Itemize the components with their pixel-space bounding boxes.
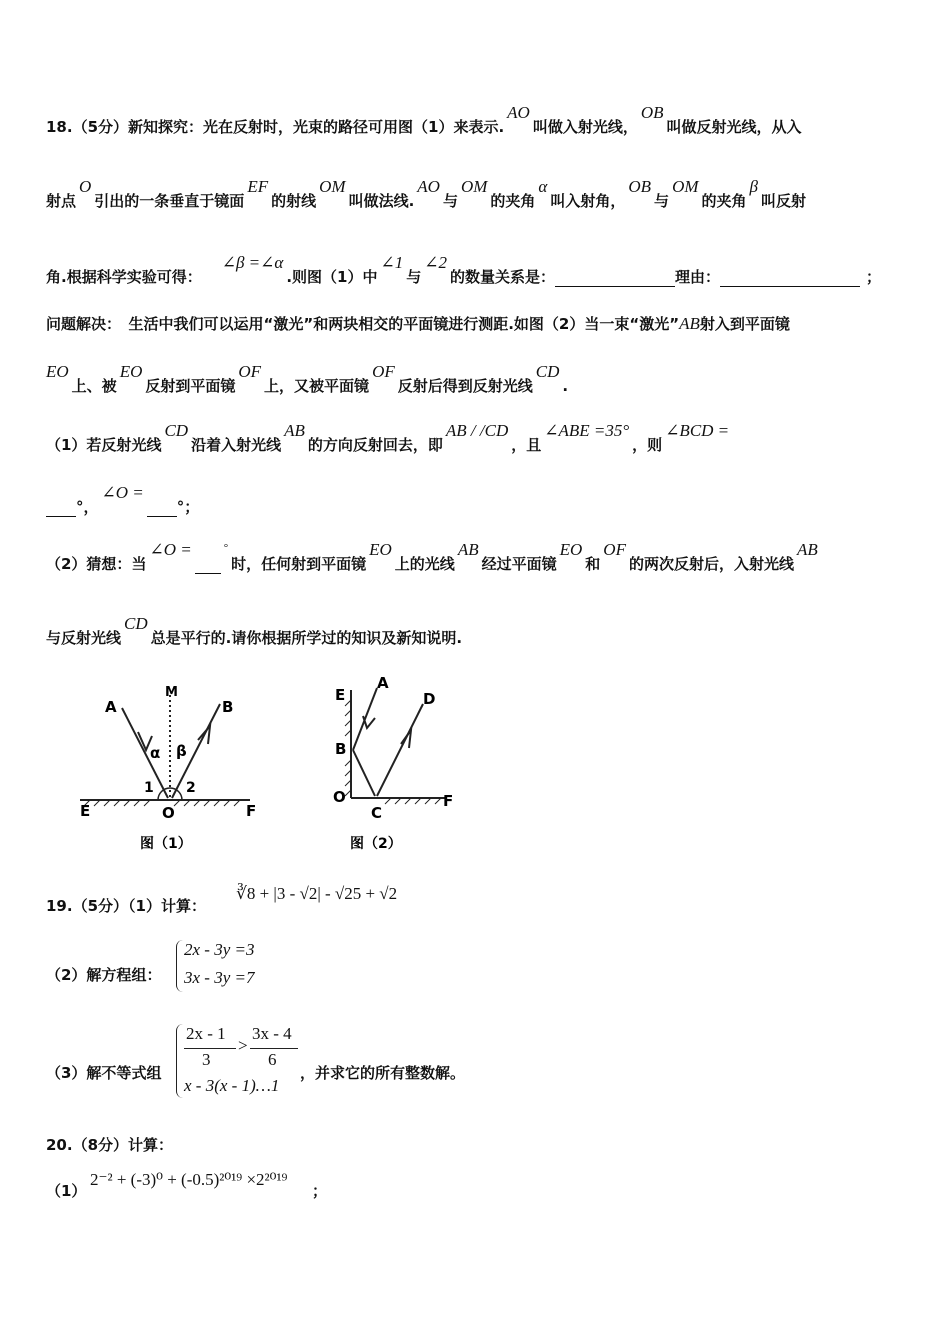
math-EF: EF [247,177,269,196]
fraction-bar [184,1048,236,1049]
q18-part-1-answers [46,483,910,517]
q20-end [312,1180,910,1201]
math-angle-1: ∠1 [380,253,404,272]
math-OM: OM [672,177,699,196]
answer-blank[interactable] [720,272,860,287]
answer-blank-bcd[interactable] [46,502,76,517]
label-alpha: α [150,744,161,762]
ineq-1-left-den: 3 [202,1050,211,1069]
text: 与反射光线 [46,629,122,647]
label-A: A [105,698,117,716]
math-beta-eq-alpha: ∠β =∠α [221,253,284,272]
label-1: 1 [144,780,154,796]
degree-sign: ° [223,542,229,554]
math-EO: EO [119,362,143,381]
math-CD: CD [164,421,189,440]
text: .则图（1）中 [286,268,378,286]
text: 总是平行的.请你根据所学过的知识及新知说明. [150,629,463,647]
q19-line-3b [300,1062,910,1083]
label-E: E [335,686,346,704]
text: 的夹角 [701,192,747,210]
figure-2 [325,670,485,860]
angle-arc [158,788,182,800]
label-2: 2 [186,780,196,796]
text: 19.（5分）（1）计算： [46,897,206,915]
text: 叫做入射光线， [532,118,638,136]
ineq-gt: > [238,1036,248,1055]
q20-line-1 [46,1134,910,1155]
text: （1）若反射光线 [46,436,162,454]
math-OM: OM [319,177,346,196]
math-AO: AO [507,103,530,122]
text: 的数量关系是： [449,268,555,286]
text: 引出的一条垂直于镜面 [94,192,245,210]
ineq-1-right-den: 6 [268,1050,277,1069]
q18-part-2-cont [46,614,910,648]
text: 问题解决： 生活中我们可以运用“激光”和两块相交的平面镜进行测距.如图（2）当一束“激光” [46,315,680,333]
q18-part-2 [46,540,910,574]
math-EO: EO [369,540,392,559]
text: 时，任何射到平面镜 [231,555,367,573]
text: 上，又被平面镜 [264,377,370,395]
math-EO: EO [46,362,69,381]
answer-blank[interactable] [555,272,675,287]
math-CD: CD [535,362,560,381]
label-O: O [333,788,346,806]
ineq-1-left-num: 2x - 1 [186,1024,226,1043]
label-D: D [423,690,436,708]
math-OB: OB [640,103,664,122]
text: ，且 [511,436,542,454]
text: . [562,377,569,395]
label-F: F [443,792,454,810]
text: 沿着入射光线 [191,436,282,454]
text: 叫做反射光线，从入 [666,118,802,136]
math-angle-O: ∠O = [101,483,144,502]
text: （2）猜想：当 [46,555,147,573]
q18-line-5 [46,362,910,396]
math-angle-BCD: ∠BCD = [665,421,730,440]
text: 与 [442,192,458,210]
text: 射点 [46,192,77,210]
system-brace [176,940,183,992]
text: 18.（5分）新知探究：光在反射时，光束的路径可用图（1）来表示. [46,118,505,136]
q18-line-3 [46,253,910,287]
label-B: B [335,740,347,758]
text: 反射到平面镜 [145,377,236,395]
text: 与 [406,268,422,286]
ray-BC [353,750,375,796]
answer-blank-o[interactable] [147,502,177,517]
math-AB: AB [796,540,818,559]
text: 理由： [674,268,720,286]
text: 的两次反射后，入射光线 [628,555,794,573]
math-OF: OF [238,362,262,381]
answer-blank-o2[interactable] [195,559,221,574]
q19-expression-1: ∛8 + |3 - √2| - √25 + √2 [236,884,398,903]
math-OF: OF [372,362,395,381]
figure-1 [50,670,280,860]
text: ，则 [632,436,663,454]
text: 的射线 [271,192,317,210]
text: 上、被 [71,377,117,395]
equation-2: 3x - 3y =7 [184,968,255,987]
text: 叫反射 [761,192,807,210]
text: （2）解方程组： [46,966,162,984]
math-AB: AB [284,421,305,440]
math-AB: AB [457,540,479,559]
text: 与 [654,192,670,210]
text: （3）解不等式组 [46,1064,162,1082]
math-alpha: α [538,177,548,196]
label-M: M [165,685,178,700]
text: 射入到平面镜 [699,315,790,333]
text: ，并求它的所有整数解。 [300,1064,466,1082]
label-C: C [371,804,383,822]
text: 上的光线 [394,555,455,573]
text: ； [866,268,882,286]
label-O: O [162,804,175,822]
q20-expression-1: 2⁻² + (-3)⁰ + (-0.5)²⁰¹⁹ ×2²⁰¹⁹ [90,1170,288,1189]
figure-1-caption: 图（1） [140,836,192,852]
text: 叫做法线. [348,192,415,210]
math-angle-ABE: ∠ABE =35° [544,421,630,440]
text: 的方向反射回去，即 [307,436,443,454]
label-E: E [80,802,91,820]
math-AB: AB [679,314,700,333]
text: 和 [585,555,601,573]
math-angle-O: ∠O = [149,540,192,559]
mirror-hatch [345,700,441,804]
label-A: A [377,674,389,692]
text: °； [176,498,200,516]
label-B: B [222,698,234,716]
label-beta: β [176,742,187,760]
q19-line-1 [46,895,910,916]
q18-line-4 [46,313,910,334]
math-angle-2: ∠2 [424,253,447,272]
inequality-brace [176,1024,183,1098]
figure-2-caption: 图（2） [350,836,402,852]
fraction-bar [250,1048,298,1049]
ineq-1-right-num: 3x - 4 [252,1024,292,1043]
text: 叫入射角， [550,192,626,210]
text: 角.根据科学实验可得： [46,268,202,286]
text: ； [312,1182,328,1200]
text: 经过平面镜 [481,555,557,573]
equation-1: 2x - 3y =3 [184,940,255,959]
q18-line-2 [46,177,910,211]
text: 20.（8分）计算： [46,1136,174,1154]
math-parallel: AB / /CD [445,421,509,440]
text: （1） [46,1182,87,1200]
math-beta: β [749,177,758,196]
math-AO: AO [417,177,440,196]
text: 反射后得到反射光线 [397,377,533,395]
math-EO: EO [559,540,583,559]
math-OF: OF [603,540,626,559]
ray-CD [377,704,423,796]
text: 的夹角 [490,192,536,210]
math-O: O [79,177,92,196]
math-OM: OM [460,177,488,196]
text: °， [76,498,99,516]
math-CD: CD [124,614,148,633]
q18-part-1 [46,421,910,455]
q18-line-1 [46,103,910,137]
ineq-2: x - 3(x - 1)…1 [184,1076,280,1095]
label-F: F [246,802,257,820]
math-OB: OB [628,177,652,196]
